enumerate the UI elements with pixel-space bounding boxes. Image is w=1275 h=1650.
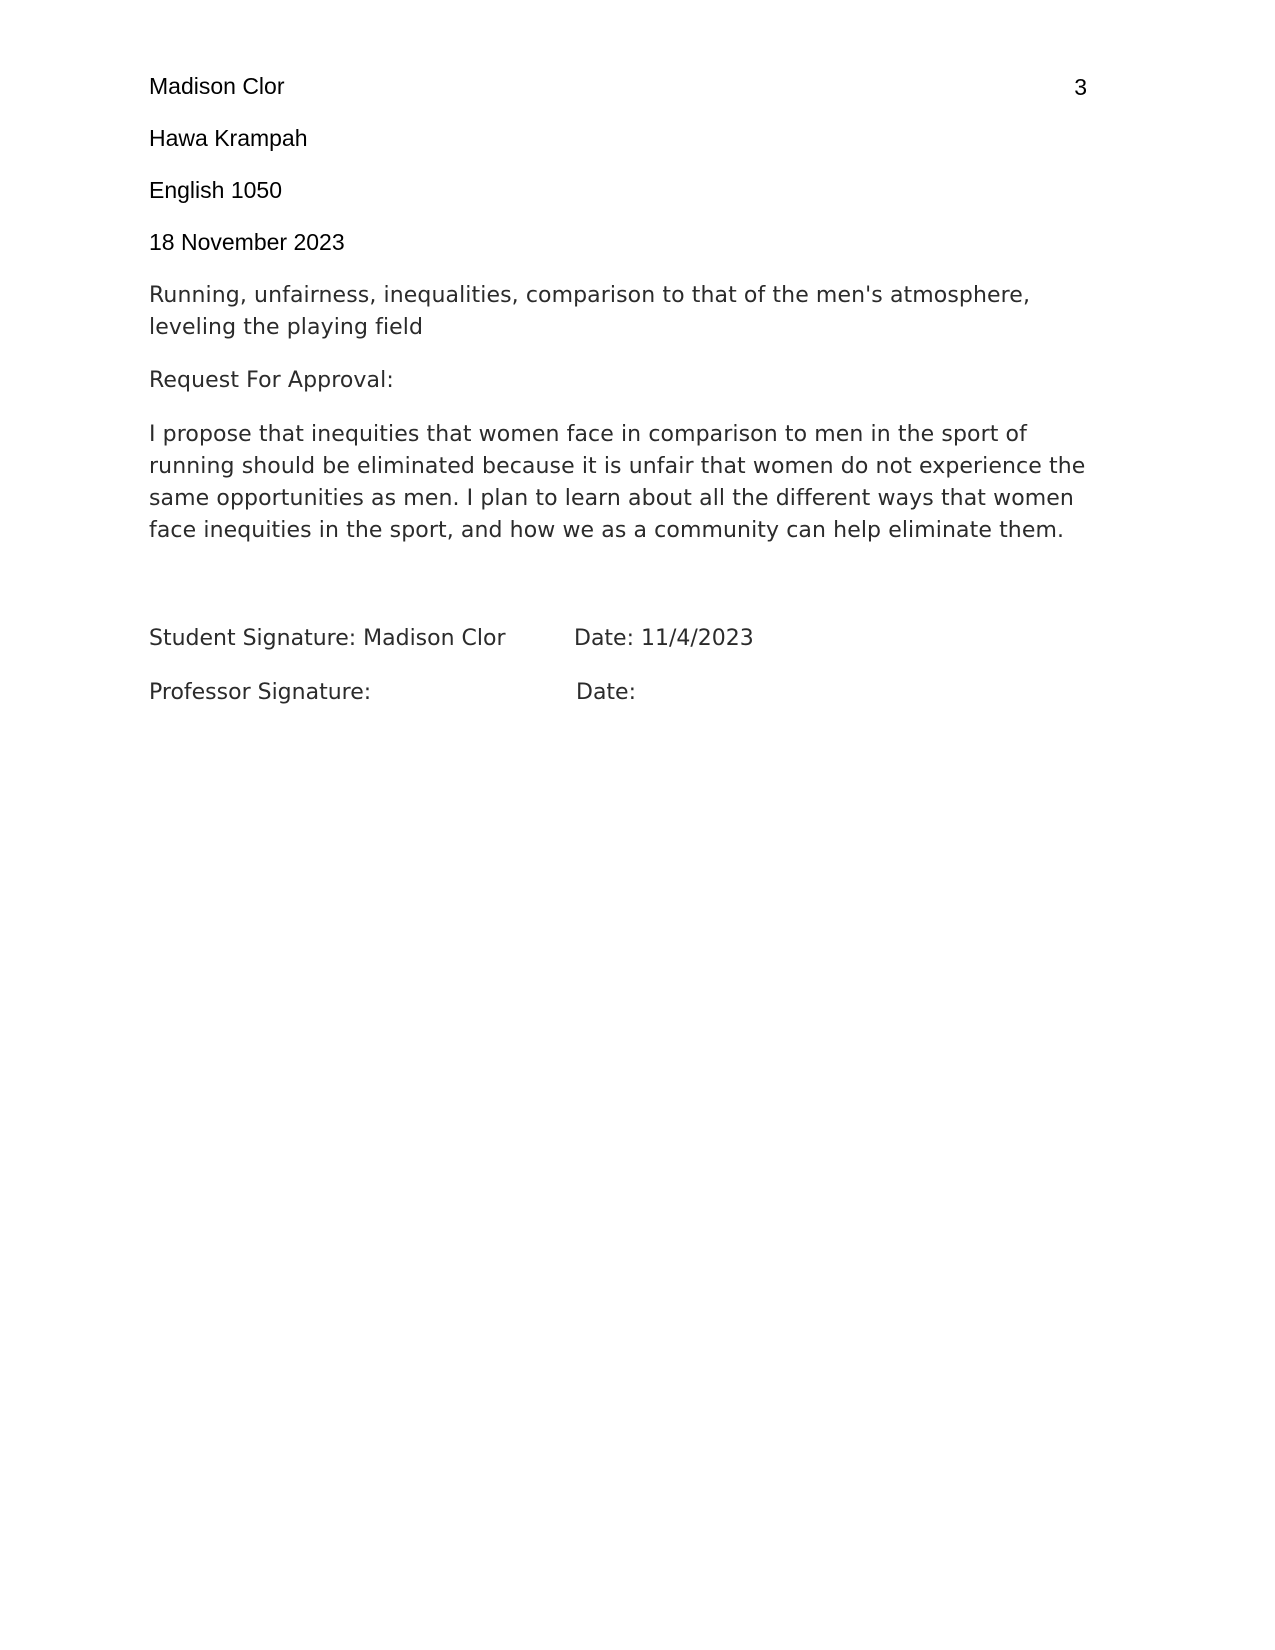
course-name: English 1050 xyxy=(149,177,282,203)
request-heading: Request For Approval: xyxy=(149,368,394,393)
keywords-paragraph: Running, unfairness, inequalities, comparison to that of the men's atmosphere, leveling the playing field xyxy=(149,283,1031,340)
student-name: Madison Clor xyxy=(149,73,285,99)
professor-signature: Professor Signature: xyxy=(149,680,372,705)
student-signature: Student Signature: Madison Clor xyxy=(149,626,506,651)
proposal-paragraph: I propose that inequities that women face in comparison to men in the sport of running should be eliminated because it is unfair that women do not experience the same opportunities as men. I plan to learn about all the different ways that women face inequities in the sport, and how we as a community can help eliminate them. xyxy=(149,422,1086,543)
instructor-name: Hawa Krampah xyxy=(149,125,308,151)
student-signature-date: Date: 11/4/2023 xyxy=(574,626,754,651)
document-date: 18 November 2023 xyxy=(149,229,345,255)
professor-signature-date: Date: xyxy=(576,680,636,705)
page-number: 3 xyxy=(1074,74,1087,100)
